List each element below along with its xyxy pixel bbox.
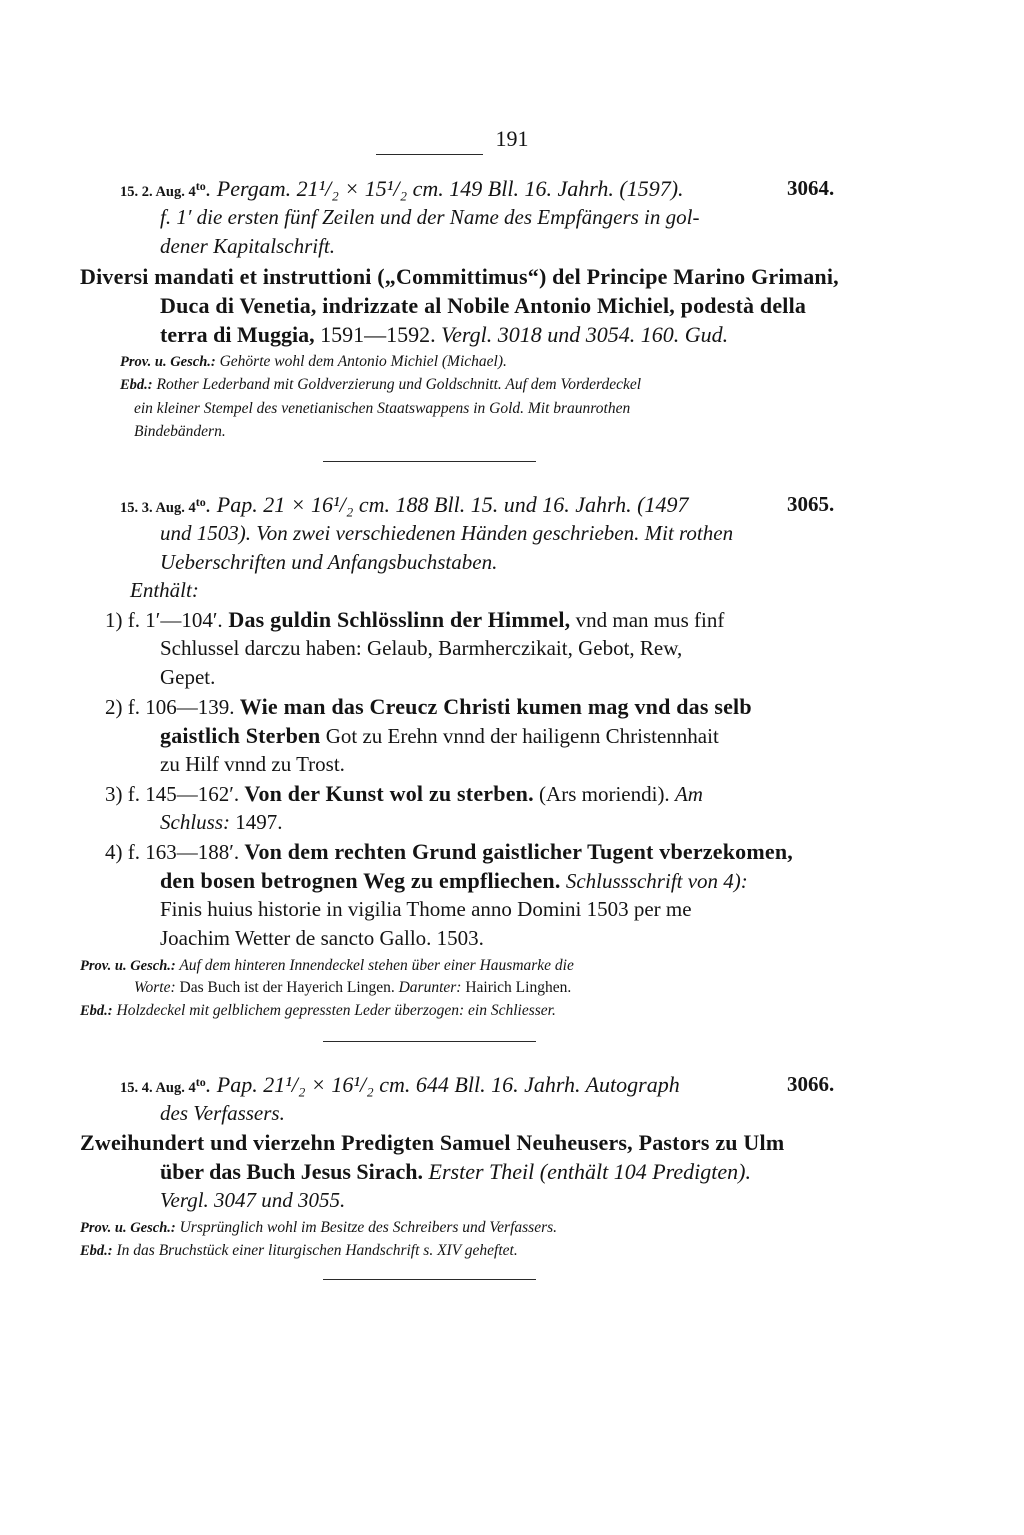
entry-title [160,1159,751,1185]
item-title: Wie man das Creucz Christi kumen mag vnd das selb [234,694,752,719]
contents-label: Enthält: [130,578,199,602]
item-text: 1497. [235,810,283,834]
item-text: (Ars moriendi). [533,782,675,806]
folio-range: 1) f. 1′—104′. [105,608,223,632]
entry-note: f. 1′ die ersten fünf Zeilen und der Name des Empfängers in gol- [160,205,700,229]
binding-text: ein kleiner Stempel des venetianischen Staatswappens in Gold. Mit braunrothen [134,400,631,417]
shelfmark: 15. 2. Aug. 4 [120,184,196,200]
entry-title [160,322,728,348]
item-text: Got zu Erehn vnnd der hailigenn Christennhait [320,724,719,748]
contents-item-line [160,723,719,749]
provenance-label: Prov. u. Gesch.: [120,354,216,370]
folio-range: 4) f. 163—188′. [105,840,240,864]
contents-item-line: zu Hilf vnnd zu Trost. [160,752,345,776]
contents-item [105,839,793,865]
binding-text: Rother Lederband mit Goldverzierung und Goldschnitt. Auf dem Vorderdeckel [152,376,642,393]
physical-description: . Pap. 21¹/₂ × 16¹/₂ cm. 644 Bll. 16. Jahrh. Autograph [205,1072,680,1097]
folio-range: 2) f. 106—139. [105,695,235,719]
page-number: 191 [495,126,529,151]
entry-divider [323,461,536,462]
contents-item-line: Schlussel darczu haben: Gelaub, Barmherczikait, Gebot, Rew, [160,636,683,660]
shelfmark: 15. 4. Aug. 4 [120,1080,196,1096]
page-number-rule [376,154,483,155]
entry-number: 3064. [787,176,835,200]
binding-label: Ebd.: [80,1243,113,1259]
item-title: gaistlich Sterben [160,723,321,748]
entry-number: 3065. [787,492,835,516]
title-bold: über das Buch Jesus Sirach. [160,1159,424,1184]
format-superscript: to [195,179,206,193]
title-bold: terra di Muggia, [160,322,315,347]
provenance-text: Gehörte wohl dem Antonio Michiel (Michael). [215,353,507,370]
item-italic: Schlussschrift von 4): [565,869,748,893]
shelfmark: 15. 3. Aug. 4 [120,500,196,516]
contents-item-line [160,868,748,894]
title-references: Vergl. 3047 und 3055. [160,1188,346,1212]
title-italic: Erster Theil (enthält 104 Predigten). [423,1159,751,1184]
contents-item-line: Gepet. [160,665,216,689]
entry-number: 3066. [787,1072,835,1096]
provenance-note [80,1219,557,1237]
entry-divider [323,1279,536,1280]
item-title: den bosen betrognen Weg zu empfliechen. [160,868,561,893]
entry-note: Ueberschriften und Anfangsbuchstaben. [160,550,498,574]
provenance-text: Ursprünglich wohl im Besitze des Schreibers und Verfassers. [175,1219,558,1236]
entry-header [120,176,684,202]
prov-text: Hairich Linghen. [461,979,572,996]
contents-item-line: Finis huius historie in vigilia Thome anno Domini 1503 per me [160,897,692,921]
prov-italic: Worte: [134,979,176,996]
physical-description: . Pergam. 21¹/₂ × 15¹/₂ cm. 149 Bll. 16. Jahrh. (1597). [205,176,684,201]
entry-divider [323,1041,536,1042]
entry-title: Zweihundert und vierzehn Predigten Samuel Neuheusers, Pastors zu Ulm [80,1130,785,1155]
provenance-text: Auf dem hinteren Innendeckel stehen über einer Hausmarke die [175,957,574,974]
binding-label: Ebd.: [120,377,153,393]
contents-item [105,607,724,633]
binding-note [80,1242,518,1260]
item-italic: Am [674,782,703,806]
item-italic: Schluss: [160,810,236,834]
contents-item-line [160,810,283,835]
physical-description: . Pap. 21 × 16¹/₂ cm. 188 Bll. 15. und 16. Jahrh. (1497 [205,492,689,517]
contents-item-line: Joachim Wetter de sancto Gallo. 1503. [160,926,484,950]
format-superscript: to [195,495,206,509]
entry-header [120,492,688,518]
entry-header [120,1072,680,1098]
provenance-label: Prov. u. Gesch.: [80,958,176,974]
item-title: Von dem rechten Grund gaistlicher Tugent vberzekomen, [239,839,793,864]
contents-item [105,694,752,720]
entry-note: dener Kapitalschrift. [160,234,335,258]
folio-range: 3) f. 145—162′. [105,782,240,806]
entry-note: und 1503). Von zwei verschiedenen Händen geschrieben. Mit rothen [160,521,734,545]
title-references: Vergl. 3018 und 3054. 160. Gud. [441,322,729,347]
entry-title: Duca di Venetia, indrizzate al Nobile Antonio Michiel, podestà della [160,293,807,318]
entry-title: Diversi mandati et instruttioni („Committimus“) del Principe Marino Grimani, [80,264,839,289]
item-title: Von der Kunst wol zu sterben. [239,781,534,806]
provenance-text [134,979,571,997]
item-title: Das guldin Schlösslinn der Himmel, [222,607,571,632]
binding-text: Holzdeckel mit gelblichem gepressten Leder überzogen: ein Schliesser. [112,1002,556,1019]
binding-text: Bindebändern. [134,423,226,440]
prov-italic: Darunter: [398,979,462,996]
binding-note [120,376,641,394]
binding-note [80,1002,556,1020]
entry-note: des Verfassers. [160,1101,285,1125]
contents-item [105,781,703,807]
binding-text: In das Bruchstück einer liturgischen Handschrift s. XIV geheftet. [112,1242,518,1259]
provenance-note [80,957,574,975]
format-superscript: to [195,1075,206,1089]
provenance-label: Prov. u. Gesch.: [80,1220,176,1236]
prov-text: Das Buch ist der Hayerich Lingen. [175,979,399,996]
provenance-note [120,353,507,371]
binding-label: Ebd.: [80,1003,113,1019]
title-dates: 1591—1592. [314,322,442,347]
item-text: vnd man mus finf [570,608,725,632]
